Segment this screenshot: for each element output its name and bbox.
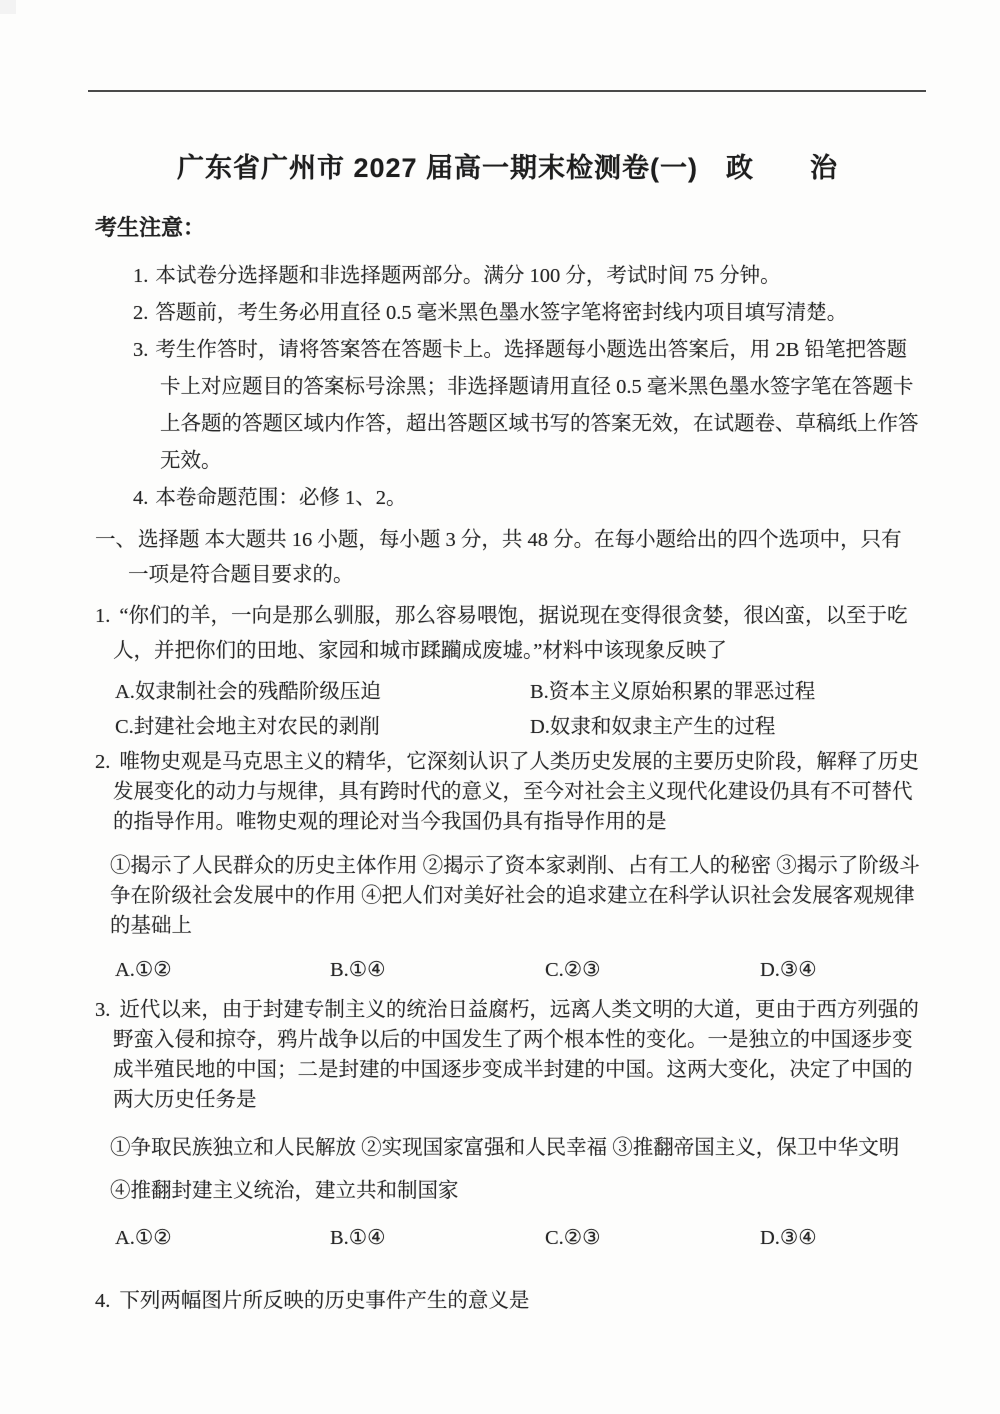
section-header (95, 523, 920, 593)
page-content (95, 0, 920, 1316)
notice-item-3-text: 考生作答时，请将答案答在答题卡上。选择题每小题选出答案后，用 2B 铅笔把答题卡上对应题目的答案标号涂黑；非选择题请用直径 0.5 毫米黑色墨水签字笔在答题卡上各题的答题区域内作答，超出答题区域书写的答案无效，在试题卷、草稿纸上作答无效。 (155, 339, 919, 472)
notice-item-3 (133, 332, 920, 480)
question-3-option-b: B.①④ (330, 1227, 386, 1249)
question-2-stem: 唯物史观是马克思主义的精华，它深刻认识了人类历史发展的主要历史阶段，解释了历史发展变化的动力与规律，具有跨时代的意义，至今对社会主义现代化建设仍具有不可替代的指导作用。唯物史观的理论对当今我国仍具有指导作用的是 (113, 751, 919, 833)
question-2-option-a: A.①② (115, 959, 172, 981)
notice-list (133, 258, 920, 517)
question-2-number: 2. (95, 751, 111, 773)
section-number: 一、 (95, 529, 136, 551)
question-2-option-c: C.②③ (545, 959, 601, 981)
section-text: 选择题 本大题共 16 小题，每小题 3 分，共 48 分。在每小题给出的四个选项中，只有一项是符合题目要求的。 (128, 529, 902, 586)
question-2-statements: ①揭示了人民群众的历史主体作用 ②揭示了资本家剥削、占有工人的秘密 ③揭示了阶级斗争在阶级社会发展中的作用 ④把人们对美好社会的追求建立在科学认识社会发展客观规律的基础上 (110, 855, 920, 937)
question-2-option-b: B.①④ (330, 959, 386, 981)
question-1-stem: “你们的羊，一向是那么驯服，那么容易喂饱，据说现在变得很贪婪，很凶蛮，以至于吃人，并把你们的田地、家园和城市蹂躏成废墟。”材料中该现象反映了 (113, 605, 908, 662)
notice-item-1 (133, 258, 920, 295)
question-2-option-d: D.③④ (760, 959, 817, 981)
notice-item-1-number: 1. (133, 265, 149, 287)
question-1-number: 1. (95, 605, 111, 627)
question-3-stem: 近代以来，由于封建专制主义的统治日益腐朽，远离人类文明的大道，更由于西方列强的野蛮入侵和掠夺，鸦片战争以后的中国发生了两个根本性的变化。一是独立的中国逐步变成半殖民地的中国；二是封建的中国逐步变成半封建的中国。这两大变化，决定了中国的两大历史任务是 (113, 999, 919, 1111)
notice-item-3-number: 3. (133, 339, 149, 361)
notice-heading: 考生注意： (95, 215, 206, 240)
scan-corner-artifact (0, 0, 16, 14)
question-3-option-d: D.③④ (760, 1227, 817, 1249)
question-1-text (95, 599, 920, 669)
question-1-choice-a: A.奴隶制社会的残酷阶级压迫 (115, 681, 381, 703)
question-3-answer-options (95, 1223, 920, 1253)
question-4-text (95, 1286, 920, 1316)
notice-item-2 (133, 295, 920, 332)
notice-item-4 (133, 480, 920, 517)
question-3-option-a: A.①② (115, 1227, 172, 1249)
question-1-choice-c: C.封建社会地主对农民的剥削 (115, 716, 380, 738)
page-title: 广东省广州市 2027 届高一期末检测卷(一) 政 治 (176, 153, 839, 183)
question-3-statements-line-1: ①争取民族独立和人民解放 ②实现国家富强和人民幸福 ③推翻帝国主义，保卫中华文明 (110, 1137, 900, 1159)
question-3-number: 3. (95, 999, 111, 1021)
question-3-option-c: C.②③ (545, 1227, 601, 1249)
notice-item-1-text: 本试卷分选择题和非选择题两部分。满分 100 分，考试时间 75 分钟。 (155, 265, 781, 287)
question-4-stem: 下列两幅图片所反映的历史事件产生的意义是 (119, 1290, 530, 1312)
notice-item-2-text: 答题前，考生务必用直径 0.5 毫米黑色墨水签字笔将密封线内项目填写清楚。 (155, 302, 848, 324)
notice-item-4-text: 本卷命题范围：必修 1、2。 (155, 487, 407, 509)
notice-item-4-number: 4. (133, 487, 149, 509)
question-2-text (95, 747, 920, 837)
notice-item-2-number: 2. (133, 302, 149, 324)
question-1-choice-b: B.资本主义原始积累的罪恶过程 (530, 681, 816, 703)
question-1-choice-d: D.奴隶和奴隶主产生的过程 (530, 716, 776, 738)
question-2-answer-options (95, 955, 920, 985)
question-3-statements-line-2: ④推翻封建主义统治，建立共和制国家 (110, 1180, 459, 1202)
question-1-choices (95, 675, 920, 745)
question-4-number: 4. (95, 1290, 111, 1312)
question-3-text (95, 995, 920, 1115)
